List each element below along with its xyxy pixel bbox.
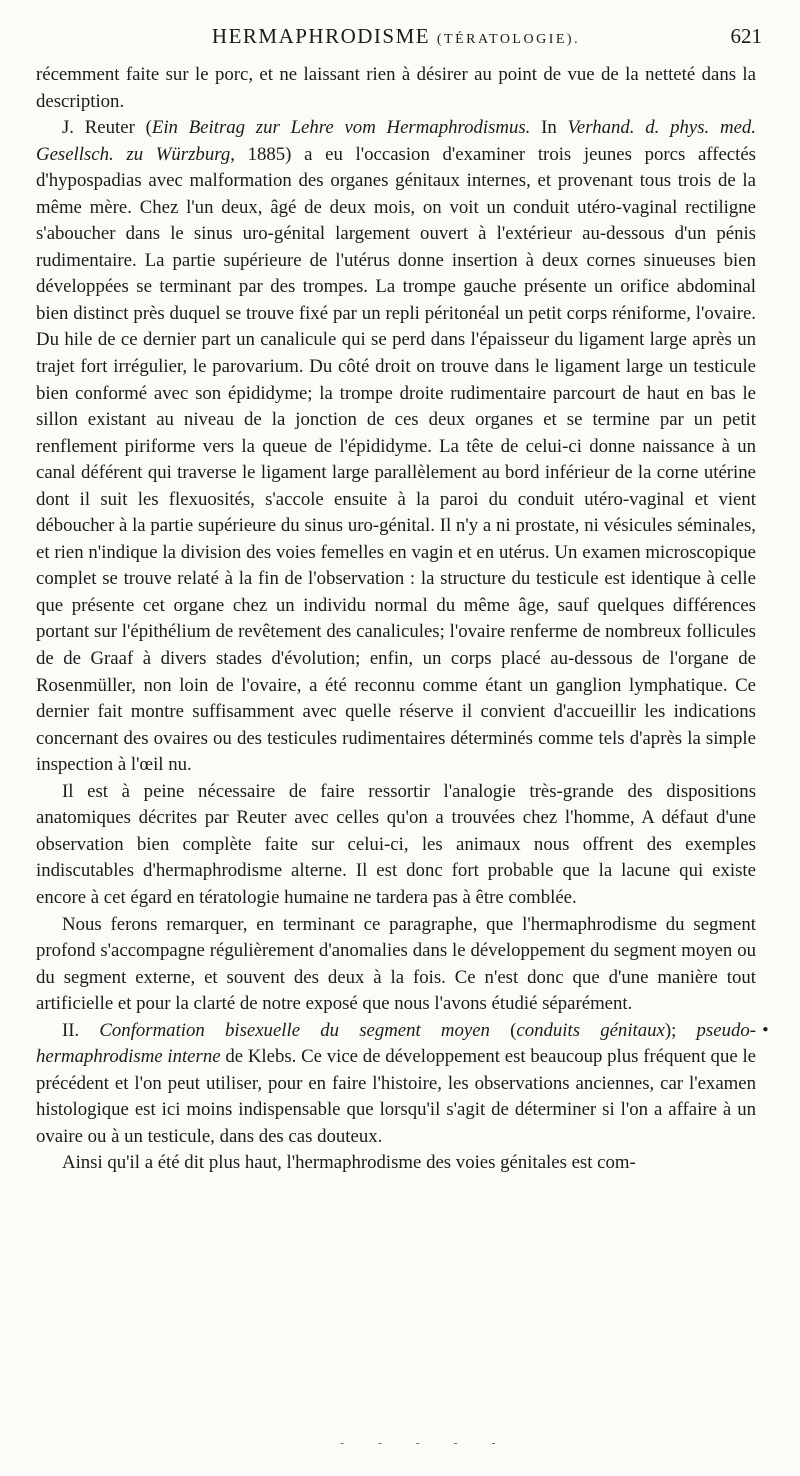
page-header: [30, 24, 762, 60]
italic-text: conduits génitaux: [516, 1019, 665, 1041]
text-run: );: [664, 1019, 697, 1041]
body-text: [36, 62, 756, 1177]
italic-text: Ein Beitrag zur Lehre vom Hermaphrodismus.: [151, 117, 531, 139]
text-run: de Klebs. Ce vice de développement est beaucoup plus fréquent que le précédent et l'on peut utiliser, pour en faire l'histoire, les observations anciennes, car l'examen histologique est ici moins indispensable que lorsqu'il s'agit de déterminer si l'on a affaire à un ovaire ou à un testicule, dans des cas douteux.: [36, 1046, 757, 1147]
text-run: J. Reuter (: [62, 117, 152, 139]
header-subtitle: (TÉRATOLOGIE).: [436, 32, 581, 47]
paragraph: [36, 115, 756, 779]
text-run: In: [530, 117, 568, 139]
header-title: HERMAPHRODISME: [211, 24, 431, 48]
footer-dots: - - - - -: [340, 1436, 511, 1450]
text-run: Nous ferons remarquer, en terminant ce paragraphe, que l'hermaphrodisme du segment profond s'accompagne régulièrement d'anomalies dans le développement du segment moyen ou du segment externe, et souvent des deux à la fois. Ce n'est donc que d'une manière tout artificielle et pour la clarté de notre exposé que nous l'avons étudié séparément.: [36, 913, 756, 1015]
text-run: Il est à peine nécessaire de faire ressortir l'analogie très-grande des dispositions anatomiques décrites par Reuter avec celles qu'on a trouvées chez l'homme, A défaut d'une observation bien complète faite sur celui-ci, les animaux nous offrent des exemples indiscutables d'hermaphrodisme alterne. Il est donc fort probable que la lacune qui existe encore à cet égard en tératologie humaine ne tardera pas à être comblée.: [36, 780, 756, 908]
running-head: [30, 24, 762, 49]
paragraph: [36, 62, 756, 115]
italic-text: pseudo-hermaphrodisme interne: [36, 1019, 756, 1068]
page-number: 621: [730, 24, 762, 48]
italic-text: Conformation bisexuelle du segment moyen: [99, 1019, 490, 1041]
italic-text: Verhand. d. phys. med. Gesellsch. zu Würzburg: [36, 117, 756, 165]
paragraph: [36, 1018, 756, 1151]
paragraph: [36, 779, 756, 912]
text-run: Ainsi qu'il a été dit plus haut, l'hermaphrodisme des voies génitales est com-: [62, 1152, 636, 1174]
text-run: (: [489, 1019, 517, 1041]
text-run: , 1885) a eu l'occasion d'examiner trois jeunes porcs affectés d'hypospadias avec malformation des organes génitaux internes, et provenant tous trois de la même mère. Chez l'un deux, âgé de deux mois, on voit un conduit utéro-vaginal rectiligne s'aboucher dans le sinus uro-génital largement ouvert à l'extérieur au-dessous d'un pénis rudimentaire. La partie supérieure de l'utérus donne insertion à deux cornes sinueuses bien développées se terminant par des trompes. La trompe gauche présente un orifice abdominal bien distinct près duquel se trouve fixé par un repli péritonéal un petit corps réniforme, l'ovaire. Du hile de ce dernier part un canalicule qui se perd dans l'épaisseur du ligament large après un trajet fort irrégulier, le parovarium. Du côté droit on trouve dans le ligament large un testicule bien conformé avec son épididyme; la trompe droite rudimentaire parcourt de haut en bas le sillon existant au niveau de la jonction de ces deux organes et se termine par un petit renflement piriforme vers la queue de l'épididyme. La tête de celui-ci donne naissance à un canal déférent qui traverse le ligament large parallèlement au bord inférieur de la corne utérine dont il suit les flexuosités, s'accole ensuite à la paroi du conduit utéro-vaginal et vient déboucher à la partie supérieure du sinus uro-génital. Il n'y a ni prostate, ni vésicules séminales, et rien n'indique la division des voies femelles en vagin et en utérus. Un examen microscopique complet se trouve relaté à la fin de l'observation : la structure du testicule est identique à celle que présente cet organe chez un individu normal du même âge, sauf quelques différences portant sur l'épithélium de revêtement des canalicules; l'ovaire renferme de nombreux follicules de de Graaf à divers stades d'évolution; enfin, un corps placé au-dessous de l'organe de Rosenmüller, non loin de l'ovaire, a été reconnu comme étant un ganglion lymphatique. Ce dernier fait montre suffisamment avec quelle réserve il convient d'accueillir les indications concernant des ovaires ou des testicules rudimentaires déterminés comme tels d'après la simple inspection à l'œil nu.: [36, 143, 756, 776]
margin-mark: •: [761, 1021, 770, 1039]
paragraph: [36, 912, 756, 1018]
text-run: II.: [62, 1019, 100, 1041]
paragraph: [36, 1150, 756, 1177]
text-run: récemment faite sur le porc, et ne laissant rien à désirer au point de vue de la netteté dans la description.: [36, 64, 756, 112]
